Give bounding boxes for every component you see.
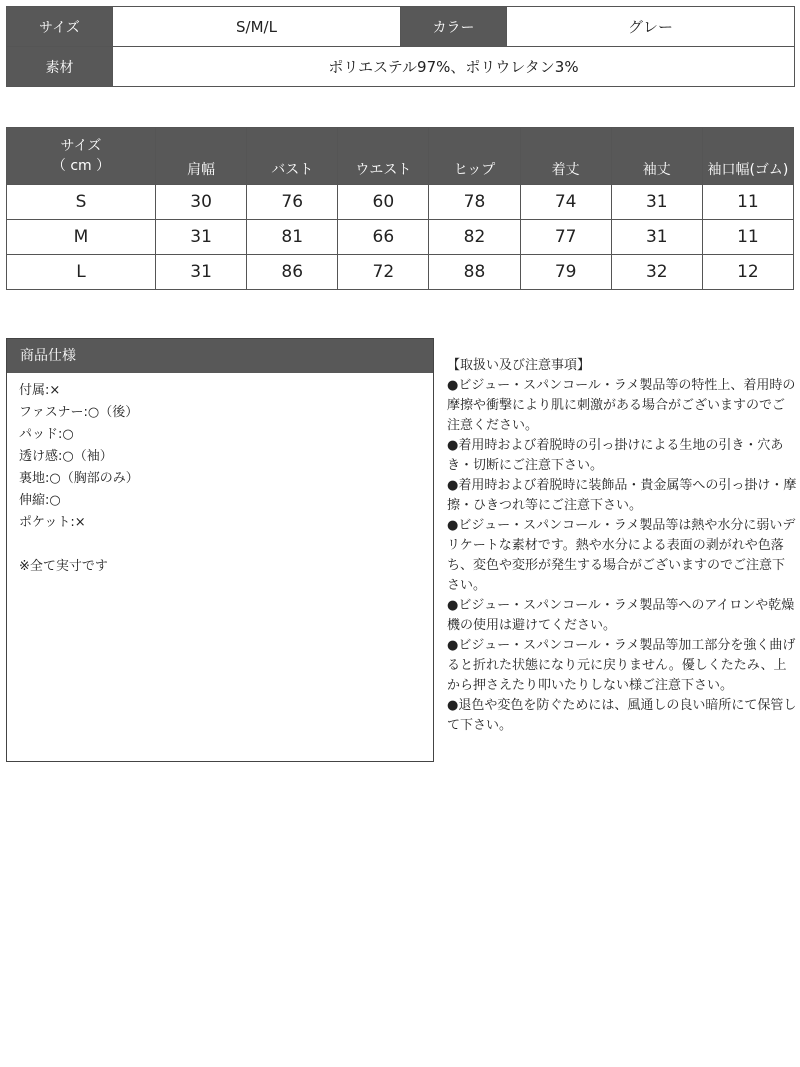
care-heading: 【取扱い及び注意事項】 [447, 358, 591, 373]
material-value: ポリエステル97%、ポリウレタン3% [113, 47, 795, 87]
table-cell: 82 [429, 220, 520, 255]
actual-size-note: ※全て実寸です [19, 559, 108, 574]
row-size-label: L [7, 255, 156, 290]
care-note: ●着用時および着脱時に装飾品・貴金属等への引っ掛け・摩擦・ひきつれ等にご注意下さい。 [447, 478, 797, 513]
spec-item: 伸縮:○ [19, 493, 61, 508]
column-header: 肩幅 [156, 128, 247, 185]
table-row [7, 220, 794, 255]
table-cell: 86 [247, 255, 338, 290]
care-note: ●ビジュー・スパンコール・ラメ製品等加工部分を強く曲げると折れた状態になり元に戻りません。優しくたたみ、上から押さえたり叩いたりしない様ご注意下さい。 [447, 638, 796, 693]
table-cell: 88 [429, 255, 520, 290]
product-spec-box [6, 338, 434, 762]
care-notes [447, 356, 797, 736]
table-cell: 31 [611, 185, 702, 220]
table-cell: 60 [338, 185, 429, 220]
table-cell: 11 [702, 185, 793, 220]
table-cell: 78 [429, 185, 520, 220]
column-header: 袖口幅(ゴム) [702, 128, 793, 185]
column-header: 着丈 [520, 128, 611, 185]
column-header: ウエスト [338, 128, 429, 185]
row-size-label: S [7, 185, 156, 220]
spec-item: 透け感:○（袖） [19, 449, 113, 464]
table-cell: 32 [611, 255, 702, 290]
size-table-corner-title: サイズ [60, 138, 102, 154]
table-cell: 81 [247, 220, 338, 255]
column-header: ヒップ [429, 128, 520, 185]
table-cell: 77 [520, 220, 611, 255]
attributes-row-material [7, 47, 795, 87]
spec-item: ファスナー:○（後） [19, 405, 139, 420]
table-row [7, 255, 794, 290]
table-cell: 11 [702, 220, 793, 255]
table-cell: 31 [611, 220, 702, 255]
size-table-header-row [7, 128, 794, 185]
care-note: ●ビジュー・スパンコール・ラメ製品等は熱や水分に弱いデリケートな素材です。熱や水分による表面の剥がれや色落ち、変色や変形が発生する場合がございますのでご注意下さい。 [447, 518, 796, 593]
column-header: バスト [247, 128, 338, 185]
size-value: S/M/L [113, 7, 401, 47]
size-table [6, 127, 794, 290]
color-label: カラー [401, 7, 507, 47]
row-size-label: M [7, 220, 156, 255]
table-cell: 31 [156, 255, 247, 290]
product-spec-title: 商品仕様 [7, 339, 433, 373]
table-cell: 72 [338, 255, 429, 290]
table-cell: 76 [247, 185, 338, 220]
size-table-corner [7, 128, 156, 185]
table-cell: 79 [520, 255, 611, 290]
spec-item: ポケット:× [19, 515, 86, 530]
spec-item: パッド:○ [19, 427, 74, 442]
care-note: ●着用時および着脱時の引っ掛けによる生地の引き・穴あき・切断にご注意下さい。 [447, 438, 784, 473]
care-note: ●ビジュー・スパンコール・ラメ製品等の特性上、着用時の摩擦や衝撃により肌に刺激がある場合がございますのでご注意ください。 [447, 378, 796, 433]
care-note: ●退色や変色を防ぐためには、風通しの良い暗所にて保管して下さい。 [447, 698, 797, 733]
attributes-table [6, 6, 795, 87]
material-label: 素材 [7, 47, 113, 87]
product-spec-list [7, 373, 433, 534]
table-cell: 31 [156, 220, 247, 255]
color-value: グレー [507, 7, 795, 47]
table-cell: 12 [702, 255, 793, 290]
size-label: サイズ [7, 7, 113, 47]
table-cell: 30 [156, 185, 247, 220]
spec-item: 裏地:○（胸部のみ） [19, 471, 139, 486]
table-cell: 74 [520, 185, 611, 220]
size-table-corner-unit: （ cm ） [51, 158, 111, 174]
column-header: 袖丈 [611, 128, 702, 185]
table-row [7, 185, 794, 220]
table-cell: 66 [338, 220, 429, 255]
attributes-row-size-color [7, 7, 795, 47]
care-note: ●ビジュー・スパンコール・ラメ製品等へのアイロンや乾燥機の使用は避けてください。 [447, 598, 795, 633]
spec-item: 付属:× [19, 383, 61, 398]
